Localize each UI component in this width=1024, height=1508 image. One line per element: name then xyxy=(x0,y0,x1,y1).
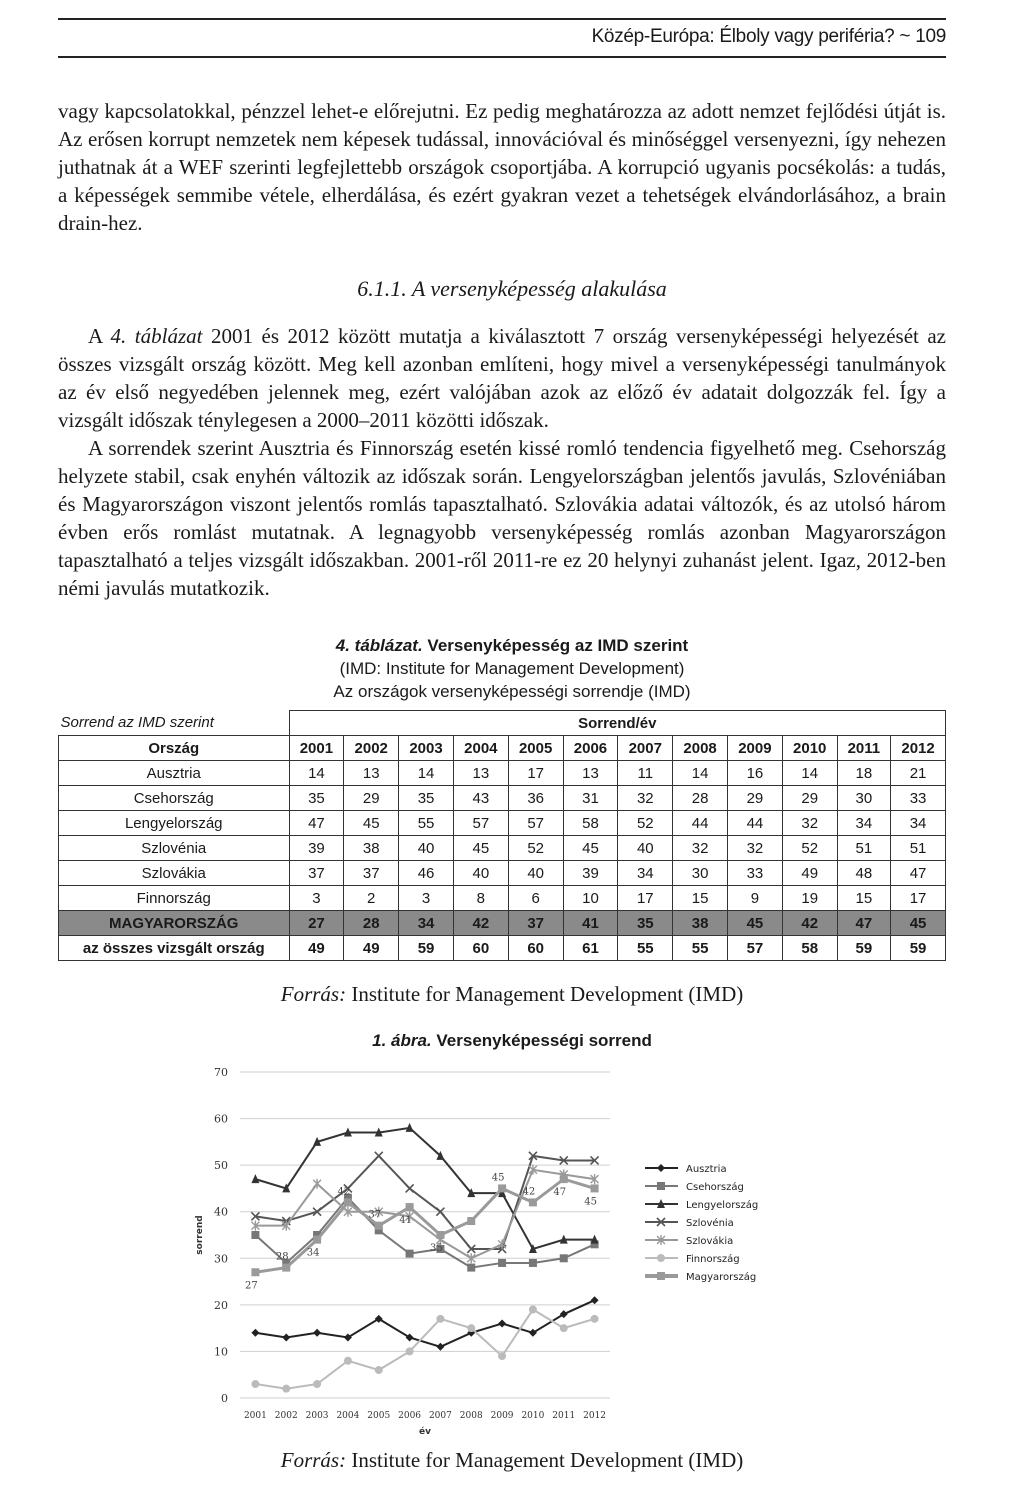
rank-cell: 41 xyxy=(563,911,618,936)
data-point xyxy=(560,1254,568,1262)
rank-cell: 57 xyxy=(453,811,508,836)
table-caption-line2: (IMD: Institute for Management Development) xyxy=(339,659,685,678)
rank-cell: 47 xyxy=(891,861,946,886)
data-point xyxy=(560,1175,568,1183)
data-point xyxy=(591,1184,599,1192)
rank-cell: 11 xyxy=(618,761,673,786)
x-tick-label: 2009 xyxy=(490,1411,514,1421)
rank-cell: 19 xyxy=(782,886,837,911)
rank-cell: 21 xyxy=(891,761,946,786)
data-point xyxy=(251,1380,259,1388)
rank-cell: 47 xyxy=(289,811,344,836)
header-title: Közép-Európa: Élboly vagy periféria? ~ 109 xyxy=(591,26,946,47)
country-cell: MAGYARORSZÁG xyxy=(59,911,290,936)
table-group-header: Sorrend/év xyxy=(289,711,946,736)
rank-cell: 37 xyxy=(289,861,344,886)
table-row xyxy=(59,861,946,886)
rank-cell: 34 xyxy=(891,811,946,836)
data-point xyxy=(406,1347,414,1355)
rank-cell: 30 xyxy=(673,861,728,886)
rank-cell: 34 xyxy=(837,811,890,836)
rank-cell: 34 xyxy=(618,861,673,886)
year-header-2011: 2011 xyxy=(837,736,890,761)
rank-cell: 36 xyxy=(508,786,563,811)
rank-cell: 52 xyxy=(782,836,837,861)
y-tick-label: 60 xyxy=(214,1112,228,1126)
rank-cell: 31 xyxy=(563,786,618,811)
rank-cell: 32 xyxy=(673,836,728,861)
data-point xyxy=(657,1254,665,1262)
rank-cell: 57 xyxy=(728,936,783,961)
rank-cell: 15 xyxy=(673,886,728,911)
rank-cell: 49 xyxy=(344,936,399,961)
rank-cell: 55 xyxy=(399,811,454,836)
y-axis-label: sorrend xyxy=(195,1215,205,1255)
rank-cell: 33 xyxy=(891,786,946,811)
rank-cell: 59 xyxy=(837,936,890,961)
table-row xyxy=(59,786,946,811)
legend-label: Lengyelország xyxy=(686,1200,759,1211)
data-point xyxy=(657,1272,665,1280)
table-caption-title: Versenyképesség az IMD szerint xyxy=(427,636,689,655)
y-tick-label: 40 xyxy=(214,1205,228,1219)
rank-cell: 3 xyxy=(289,886,344,911)
x-tick-label: 2008 xyxy=(459,1411,483,1421)
country-cell: Finnország xyxy=(59,886,290,911)
rank-cell: 59 xyxy=(399,936,454,961)
section-title: 6.1.1. A versenyképesség alakulása xyxy=(357,276,667,301)
ranking-table xyxy=(58,710,946,961)
figure-title xyxy=(0,1031,1024,1051)
data-point xyxy=(313,1236,321,1244)
rank-cell: 55 xyxy=(618,936,673,961)
data-point xyxy=(529,1306,537,1314)
country-cell: az összes vizsgált ország xyxy=(59,936,290,961)
rank-cell: 2 xyxy=(344,886,399,911)
rank-cell: 48 xyxy=(837,861,890,886)
ranking-line-chart xyxy=(190,1058,810,1440)
rank-cell: 37 xyxy=(344,861,399,886)
x-tick-label: 2002 xyxy=(274,1411,298,1421)
x-tick-label: 2010 xyxy=(521,1411,545,1421)
data-point xyxy=(436,1315,444,1323)
running-header xyxy=(58,18,946,58)
rank-cell: 35 xyxy=(618,911,673,936)
rank-cell: 18 xyxy=(837,761,890,786)
table-source-text: Institute for Management Development (IMD) xyxy=(351,982,744,1006)
figure-title-number: 1. ábra. xyxy=(372,1031,432,1050)
rank-cell: 14 xyxy=(782,761,837,786)
table-row xyxy=(59,811,946,836)
data-point xyxy=(657,1182,665,1190)
rank-cell: 60 xyxy=(453,936,508,961)
x-tick-label: 2005 xyxy=(367,1411,391,1421)
rank-cell: 14 xyxy=(289,761,344,786)
p2-rest: 2001 és 2012 között mutatja a kiválasztott 7 ország versenyképességi helyezését az összes vizsgált ország között. Meg kell azonban említeni, hogy mivel a versenyképességi tanulmányok az év első negyedében jelennek meg, ezért valójában azok az előző év adatait dolgozzák fel. Így a vizsgált időszak ténylegesen a 2000–2011 közötti időszak. xyxy=(58,324,947,432)
rank-cell: 49 xyxy=(289,936,344,961)
year-header-2007: 2007 xyxy=(618,736,673,761)
data-label: 28 xyxy=(275,1251,289,1263)
data-point xyxy=(406,1203,414,1211)
rank-cell: 45 xyxy=(453,836,508,861)
rank-cell: 37 xyxy=(508,911,563,936)
legend-label: Ausztria xyxy=(686,1164,727,1175)
table-row-total xyxy=(59,936,946,961)
rank-cell: 44 xyxy=(728,811,783,836)
table-caption xyxy=(0,635,1024,657)
rank-cell: 35 xyxy=(399,786,454,811)
rank-cell: 60 xyxy=(508,936,563,961)
year-header-2004: 2004 xyxy=(453,736,508,761)
data-point xyxy=(467,1217,475,1225)
rank-cell: 17 xyxy=(618,886,673,911)
rank-cell: 52 xyxy=(618,811,673,836)
rank-cell: 40 xyxy=(618,836,673,861)
y-tick-label: 50 xyxy=(214,1159,228,1173)
rank-cell: 3 xyxy=(399,886,454,911)
x-tick-label: 2001 xyxy=(243,1411,267,1421)
table-row xyxy=(59,761,946,786)
table-top-left-label: Sorrend az IMD szerint xyxy=(59,711,290,736)
table-caption-line3: Az országok versenyképességi sorrendje (IMD) xyxy=(333,682,691,701)
rank-cell: 51 xyxy=(837,836,890,861)
rank-cell: 13 xyxy=(453,761,508,786)
country-cell: Csehország xyxy=(59,786,290,811)
data-label: 27 xyxy=(245,1280,258,1292)
table-source xyxy=(0,982,1024,1007)
x-tick-label: 2003 xyxy=(305,1411,329,1421)
year-header-2003: 2003 xyxy=(399,736,454,761)
rank-cell: 58 xyxy=(563,811,618,836)
rank-cell: 47 xyxy=(837,911,890,936)
data-point xyxy=(251,1268,259,1276)
table-row xyxy=(59,886,946,911)
x-tick-label: 2011 xyxy=(552,1411,576,1421)
y-tick-label: 30 xyxy=(214,1252,228,1266)
figure-source-text: Institute for Management Development (IMD) xyxy=(351,1448,744,1472)
year-header-2008: 2008 xyxy=(673,736,728,761)
data-label: 47 xyxy=(553,1187,567,1199)
figure-source xyxy=(0,1448,1024,1473)
data-point xyxy=(344,1198,352,1206)
x-tick-label: 2007 xyxy=(428,1411,452,1421)
year-header-2012: 2012 xyxy=(891,736,946,761)
data-point xyxy=(251,1231,259,1239)
rank-cell: 14 xyxy=(673,761,728,786)
data-point xyxy=(436,1231,444,1239)
rank-cell: 61 xyxy=(563,936,618,961)
legend-label: Magyarország xyxy=(686,1272,757,1283)
rank-cell: 32 xyxy=(618,786,673,811)
data-point xyxy=(529,1198,537,1206)
data-point xyxy=(282,1385,290,1393)
rank-cell: 29 xyxy=(728,786,783,811)
data-point xyxy=(375,1366,383,1374)
rank-cell: 57 xyxy=(508,811,563,836)
data-point xyxy=(313,1380,321,1388)
data-point xyxy=(591,1315,599,1323)
rank-cell: 32 xyxy=(782,811,837,836)
rank-cell: 38 xyxy=(344,836,399,861)
year-header-2002: 2002 xyxy=(344,736,399,761)
rank-cell: 30 xyxy=(837,786,890,811)
y-tick-label: 20 xyxy=(214,1298,228,1312)
rank-cell: 45 xyxy=(891,911,946,936)
rank-cell: 17 xyxy=(508,761,563,786)
data-point xyxy=(375,1222,383,1230)
data-label: 35 xyxy=(430,1243,443,1254)
rank-cell: 28 xyxy=(344,911,399,936)
rank-cell: 55 xyxy=(673,936,728,961)
paragraph-1: vagy kapcsolatokkal, pénzzel lehet-e előrejutni. Ez pedig meghatározza az adott nemzet fejlődési útját is. Az erősen korrupt nemzetek nem képesek tudással, innovációval és minőséggel versenyezni, így nehezen juthatnak át a WEF szerinti legfejlettebb országok csoportjába. A korrupció ugyanis pocsékolás: a tudás, a képességek semmibe vétele, elherdálása, és ezért gyakran vezet a tehetségek elvándorlásához, a brain drain-hez. xyxy=(58,99,946,235)
rank-cell: 45 xyxy=(728,911,783,936)
rank-cell: 42 xyxy=(782,911,837,936)
y-tick-label: 10 xyxy=(214,1345,228,1359)
legend-label: Szlovákia xyxy=(686,1236,734,1247)
data-point xyxy=(529,1259,537,1267)
rank-cell: 40 xyxy=(399,836,454,861)
data-point xyxy=(498,1184,506,1192)
rank-cell: 17 xyxy=(891,886,946,911)
rank-cell: 13 xyxy=(563,761,618,786)
legend-label: Finnország xyxy=(686,1254,740,1265)
rank-cell: 29 xyxy=(344,786,399,811)
rank-cell: 43 xyxy=(453,786,508,811)
rank-cell: 28 xyxy=(673,786,728,811)
rank-cell: 52 xyxy=(508,836,563,861)
rank-cell: 6 xyxy=(508,886,563,911)
table-source-label: Forrás: xyxy=(280,982,347,1006)
data-label: 41 xyxy=(399,1215,412,1227)
rank-cell: 51 xyxy=(891,836,946,861)
paragraph-2 xyxy=(58,322,946,434)
country-cell: Szlovénia xyxy=(59,836,290,861)
x-tick-label: 2006 xyxy=(398,1411,422,1421)
rank-cell: 29 xyxy=(782,786,837,811)
data-point xyxy=(467,1324,475,1332)
rank-cell: 42 xyxy=(453,911,508,936)
year-header-2009: 2009 xyxy=(728,736,783,761)
data-label: 37 xyxy=(368,1209,382,1221)
rank-cell: 15 xyxy=(837,886,890,911)
table-top-header-row xyxy=(59,711,946,736)
rank-cell: 39 xyxy=(563,861,618,886)
year-header-2001: 2001 xyxy=(289,736,344,761)
rank-cell: 9 xyxy=(728,886,783,911)
data-point xyxy=(498,1259,506,1267)
y-tick-label: 70 xyxy=(214,1066,228,1079)
data-label: 42 xyxy=(522,1186,536,1198)
rank-cell: 14 xyxy=(399,761,454,786)
rank-cell: 40 xyxy=(453,861,508,886)
rank-cell: 45 xyxy=(563,836,618,861)
data-label: 45 xyxy=(491,1172,505,1184)
legend-label: Csehország xyxy=(686,1182,744,1193)
legend-label: Szlovénia xyxy=(686,1218,734,1229)
data-point xyxy=(344,1357,352,1365)
table-country-header: Ország xyxy=(59,736,290,761)
table-caption-number: 4. táblázat. xyxy=(335,636,423,655)
rank-cell: 39 xyxy=(289,836,344,861)
rank-cell: 35 xyxy=(289,786,344,811)
rank-cell: 40 xyxy=(508,861,563,886)
rank-cell: 44 xyxy=(673,811,728,836)
data-point xyxy=(467,1264,475,1272)
table-reference: 4. táblázat xyxy=(110,324,203,348)
figure-source-label: Forrás: xyxy=(280,1448,347,1472)
figure-title-text: Versenyképességi sorrend xyxy=(436,1031,652,1050)
data-point xyxy=(406,1250,414,1258)
y-tick-label: 0 xyxy=(221,1392,228,1405)
table-row-highlight xyxy=(59,911,946,936)
data-point xyxy=(560,1324,568,1332)
rank-cell: 49 xyxy=(782,861,837,886)
country-cell: Lengyelország xyxy=(59,811,290,836)
rank-cell: 34 xyxy=(399,911,454,936)
rank-cell: 27 xyxy=(289,911,344,936)
rank-cell: 46 xyxy=(399,861,454,886)
x-tick-label: 2004 xyxy=(336,1411,360,1421)
country-cell: Ausztria xyxy=(59,761,290,786)
rank-cell: 59 xyxy=(891,936,946,961)
rank-cell: 38 xyxy=(673,911,728,936)
x-axis-label: év xyxy=(419,1427,431,1437)
country-cell: Szlovákia xyxy=(59,861,290,886)
rank-cell: 32 xyxy=(728,836,783,861)
p2-start: A xyxy=(88,324,103,348)
rank-cell: 16 xyxy=(728,761,783,786)
rank-cell: 45 xyxy=(344,811,399,836)
data-point xyxy=(498,1352,506,1360)
data-label: 45 xyxy=(584,1196,597,1208)
year-header-2006: 2006 xyxy=(563,736,618,761)
paragraph-3: A sorrendek szerint Ausztria és Finnország esetén kissé romló tendencia figyelhető meg. Csehország helyzete stabil, csak enyhén változik az időszak során. Lengyelországban jelentős javulás, Szlovéniában és Magyarországon viszont jelentős romlás tapasztalható. Szlovákia adatai változók, és az utolsó három évben erős romlást mutatnak. A legnagyobb versenyképesség romlás azonban Magyarországon tapasztalható a teljes vizsgált időszakban. 2001-ről 2011-re ez 20 helynyi zuhanást jelent. Igaz, 2012-ben némi javulás mutatkozik. xyxy=(58,436,946,600)
data-label: 42 xyxy=(337,1186,351,1198)
rank-cell: 8 xyxy=(453,886,508,911)
table-header-row xyxy=(59,736,946,761)
table-row xyxy=(59,836,946,861)
data-label: 34 xyxy=(306,1247,320,1259)
rank-cell: 33 xyxy=(728,861,783,886)
data-point xyxy=(282,1264,290,1272)
rank-cell: 58 xyxy=(782,936,837,961)
rank-cell: 10 xyxy=(563,886,618,911)
rank-cell: 13 xyxy=(344,761,399,786)
year-header-2005: 2005 xyxy=(508,736,563,761)
x-tick-label: 2012 xyxy=(583,1411,607,1421)
year-header-2010: 2010 xyxy=(782,736,837,761)
